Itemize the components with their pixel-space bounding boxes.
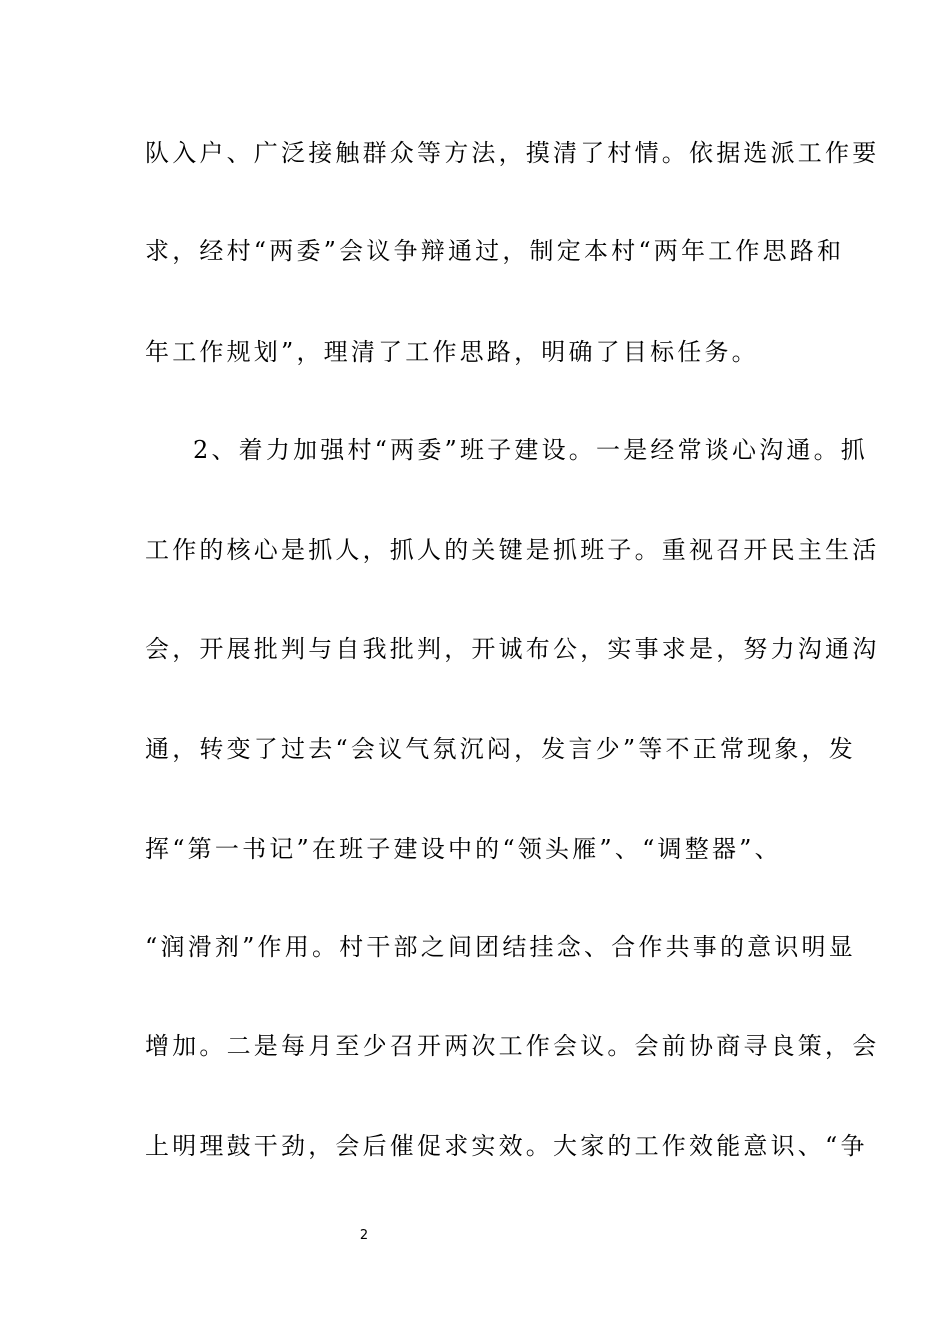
body-text-line: 年工作规划”，理清了工作思路，明确了目标任务。 bbox=[145, 338, 759, 366]
body-text-line: 挥“第一书记”在班子建设中的“领头雁”、“调整器”、 bbox=[145, 835, 782, 863]
body-text-line: 队入户、广泛接触群众等方法，摸清了村情。依据选派工作要 bbox=[145, 139, 880, 167]
body-text-line: 通，转变了过去“会议气氛沉闷，发言少”等不正常现象，发 bbox=[145, 735, 856, 763]
body-text-line: 求，经村“两委”会议争辩通过，制定本村“两年工作思路和 bbox=[145, 237, 845, 265]
body-text-line: 上明理鼓干劲，会后催促求实效。大家的工作效能意识、“争 bbox=[145, 1132, 868, 1160]
body-text-line: 会，开展批判与自我批判，开诚布公，实事求是，努力沟通沟 bbox=[145, 635, 880, 663]
page-number: 2 bbox=[359, 1228, 369, 1243]
body-text-line: 工作的核心是抓人，抓人的关键是抓班子。重视召开民主生活 bbox=[145, 536, 880, 564]
body-text-line: 增加。二是每月至少召开两次工作会议。会前协商寻良策，会 bbox=[145, 1032, 880, 1060]
body-text-line: “润滑剂”作用。村干部之间团结挂念、合作共事的意识明显 bbox=[145, 933, 856, 961]
paragraph-start-line: 2、着力加强村“两委”班子建设。一是经常谈心沟通。抓 bbox=[193, 436, 869, 464]
